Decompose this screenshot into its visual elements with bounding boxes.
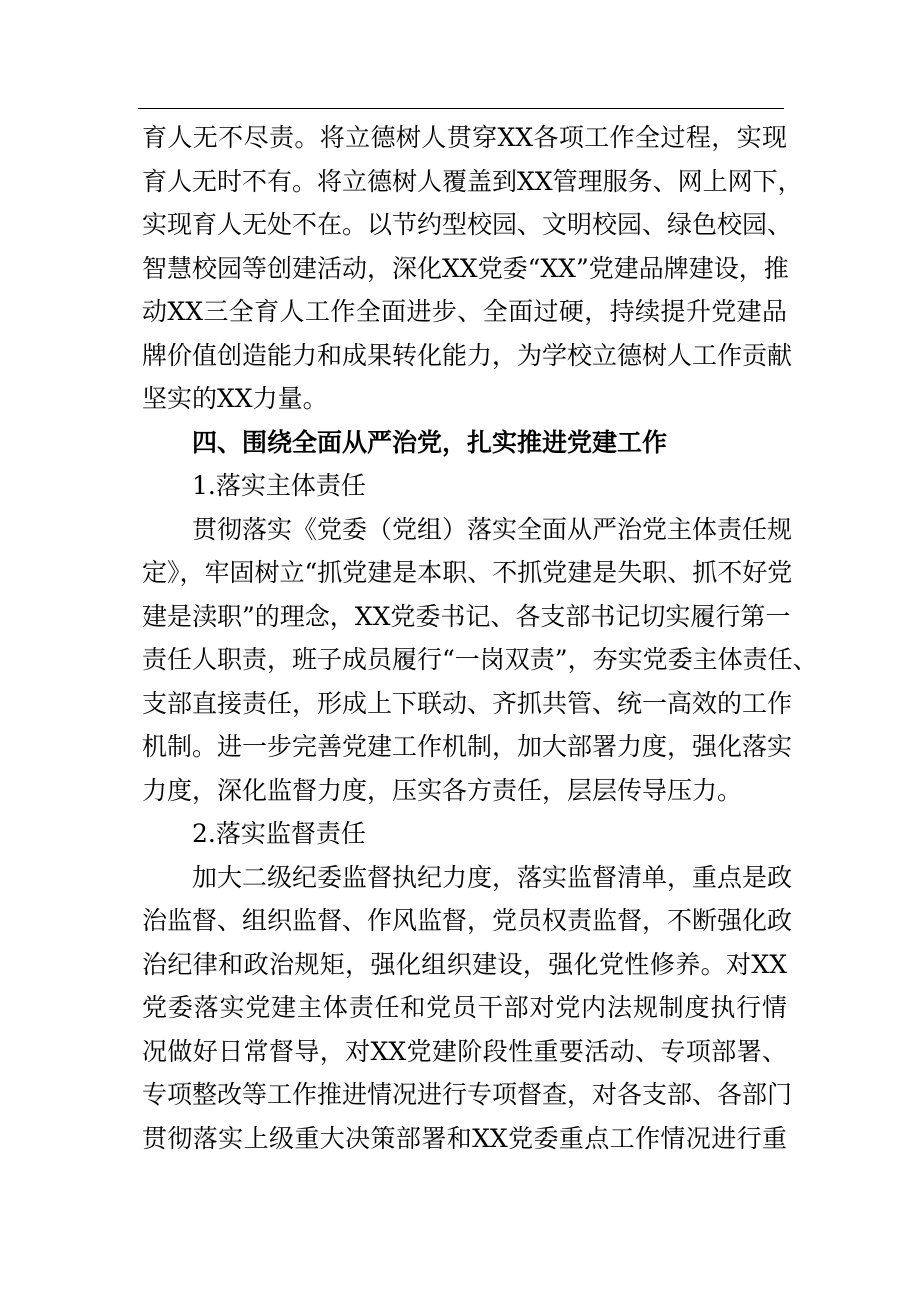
paragraph-line: 治纪律和政治规矩，强化组织建设，强化党性修养。对XX [142,949,787,979]
paragraph-line: 建是渎职”的理念，XX党委书记、各支部书记切实履行第一 [142,601,791,631]
document-page [142,116,818,1160]
section-heading: 四、围绕全面从严治党，扎实推进党建工作 [192,427,668,457]
paragraph-line: 力度，深化监督力度，压实各方责任，层层传导压力。 [142,775,743,805]
paragraph-line: 定》，牢固树立“抓党建是本职、不抓党建是失职、抓不好党 [142,558,793,587]
paragraph-line: 加大二级纪委监督执纪力度，落实监督清单，重点是政 [192,862,793,892]
paragraph-line: 治监督、组织监督、作风监督，党员权责监督，不断强化政 [142,906,793,935]
paragraph-3 [142,856,793,1161]
paragraph-line: 机制。进一步完善党建工作机制，加大部署力度，强化落实 [142,732,793,761]
paragraph-line: 牌价值创造能力和成果转化能力，为学校立德树人工作贡献 [142,340,793,370]
paragraph-line: 智慧校园等创建活动，深化XX党委“XX”党建品牌建设，推 [142,253,789,283]
paragraph-line: 育人无不尽责。将立德树人贯穿XX各项工作全过程，实现 [142,123,787,152]
paragraph-line: 贯彻落实上级重大决策部署和XX党委重点工作情况进行重 [142,1123,787,1153]
paragraph-line: 况做好日常督导，对XX党建阶段性重要活动、专项部署、 [142,1036,787,1066]
paragraph-line: 实现育人无处不在。以节约型校园、文明校园、绿色校园、 [142,210,793,239]
paragraph-1 [142,116,803,421]
paragraph-2 [142,508,818,813]
paragraph-line: 专项整改等工作推进情况进行专项督查，对各支部、各部门 [142,1080,793,1109]
paragraph-line: 动XX三全育人工作全面进步、全面过硬，持续提升党建品 [142,297,787,326]
header-rule [138,108,784,109]
paragraph-line: 支部直接责任，形成上下联动、齐抓共管、统一高效的工作 [142,688,793,718]
paragraph-line: 育人无时不有。将立德树人覆盖到XX管理服务、网上网下， [142,166,803,196]
paragraph-line: 党委落实党建主体责任和党员干部对党内法规制度执行情 [142,993,787,1022]
paragraph-line: 坚实的XX力量。 [142,384,328,413]
subheading-1: 1.落实主体责任 [192,471,366,500]
paragraph-line: 贯彻落实《党委（党组）落实全面从严治党主体责任规 [192,514,793,544]
paragraph-line: 责任人职责，班子成员履行“一岗双责”，夯实党委主体责任、 [142,645,818,674]
subheading-2: 2.落实监督责任 [192,819,366,848]
